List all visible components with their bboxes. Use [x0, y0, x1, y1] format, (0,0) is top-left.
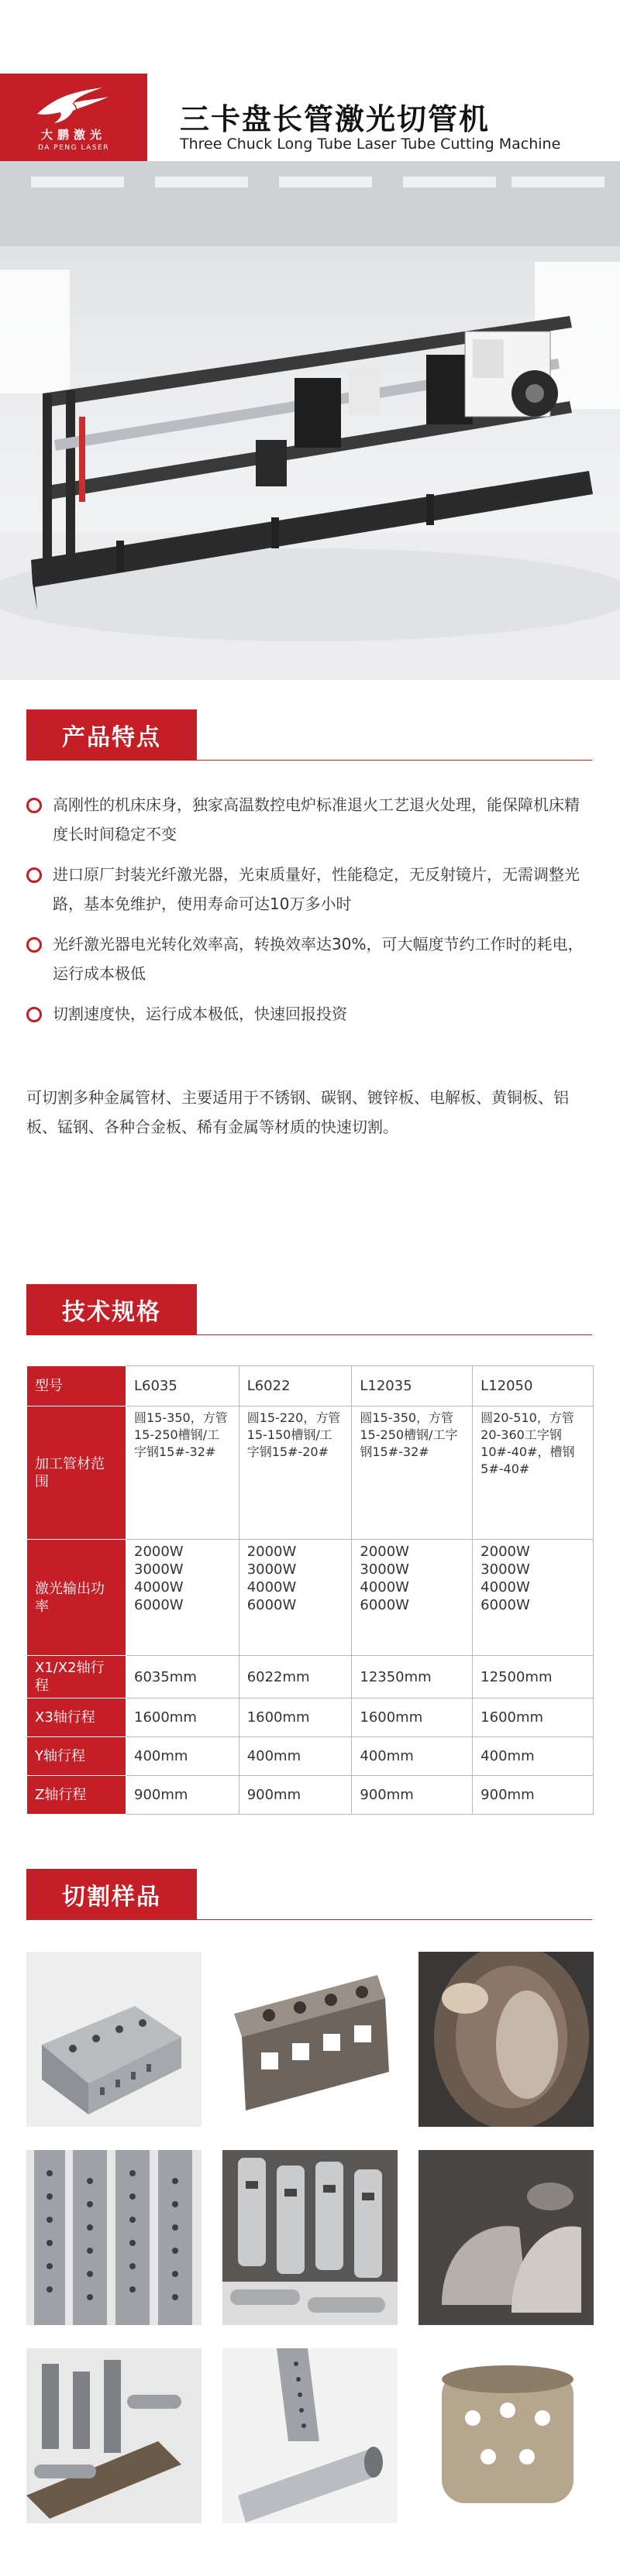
bullet-circle-icon: [26, 1007, 42, 1022]
applications-paragraph: 可切割多种金属管材、主要适用于不锈钢、碳钢、镀锌板、电解板、黄铜板、铝板、锰钢、各种合金板、稀有金属等材质的快速切割。: [26, 1088, 569, 1136]
spec-cell: 1600mm: [352, 1698, 473, 1737]
spec-label: 加工管材范围: [27, 1406, 126, 1540]
spec-row-tube-range: [27, 1406, 594, 1540]
samples-section-title: 切割样品: [26, 1869, 197, 1920]
spec-table: [26, 1365, 594, 1815]
spec-cell: 6022mm: [239, 1656, 352, 1698]
square-tube-holes-icon: [222, 1952, 398, 2127]
feature-text: 切割速度快，运行成本极低，快速回报投资: [53, 1005, 347, 1023]
sample-photo[interactable]: [26, 1952, 202, 2127]
features-section-title: 产品特点: [26, 709, 197, 761]
spec-cell: 2000W 3000W 4000W 6000W: [473, 1540, 594, 1656]
features-list: [26, 790, 592, 1039]
spec-cell: 900mm: [239, 1776, 352, 1815]
spec-cell: 1600mm: [473, 1698, 594, 1737]
model-name: L6022: [239, 1366, 352, 1406]
spec-label: X3轴行程: [27, 1698, 126, 1737]
bullet-circle-icon: [26, 867, 42, 883]
feature-item: [26, 999, 592, 1029]
spec-header-row: [27, 1366, 594, 1406]
spec-label-model: 型号: [27, 1366, 126, 1406]
brand-name-en: DA PENG LASER: [37, 144, 109, 152]
spec-row-x1x2: [27, 1656, 594, 1698]
spec-label: Z轴行程: [27, 1776, 126, 1815]
spec-cell: 圆15-350，方管15-250槽钢/工字钢15#-32#: [352, 1406, 473, 1540]
laser-tube-cutting-machine-icon: [0, 161, 620, 680]
spec-label: 激光输出功率: [27, 1540, 126, 1656]
spec-cell: 2000W 3000W 4000W 6000W: [239, 1540, 352, 1656]
spec-label: X1/X2轴行程: [27, 1656, 126, 1698]
spec-cell: 400mm: [239, 1737, 352, 1776]
samples-divider: [197, 1919, 592, 1920]
spec-cell: 900mm: [473, 1776, 594, 1815]
spec-row-z: [27, 1776, 594, 1815]
brand-name-cn: 大鹏激光: [40, 128, 106, 142]
sample-photo[interactable]: [26, 2150, 202, 2325]
spec-cell: 900mm: [352, 1776, 473, 1815]
sample-photo[interactable]: [418, 2348, 594, 2523]
machine-hero-image: [0, 161, 620, 680]
feature-item: [26, 790, 592, 849]
sample-photo[interactable]: [222, 2348, 398, 2523]
spec-cell: 900mm: [126, 1776, 239, 1815]
spec-label: Y轴行程: [27, 1737, 126, 1776]
spec-cell: 6035mm: [126, 1656, 239, 1698]
brand-logo[interactable]: [0, 74, 147, 161]
feature-text: 进口原厂封装光纤激光器，光束质量好，性能稳定，无反射镜片，无需调整光路，基本免维护，使用寿命可达10万多小时: [53, 865, 580, 913]
sample-photo[interactable]: [418, 2150, 594, 2325]
sample-photo[interactable]: [26, 2348, 202, 2523]
sample-photo[interactable]: [222, 1952, 398, 2127]
features-divider: [197, 760, 592, 761]
feature-item: [26, 860, 592, 919]
spec-cell: 圆15-350，方管15-250槽钢/工字钢15#-32#: [126, 1406, 239, 1540]
model-name: L12050: [473, 1366, 594, 1406]
page-subtitle: Three Chuck Long Tube Laser Tube Cutting Machine: [180, 136, 561, 153]
bullet-circle-icon: [26, 798, 42, 813]
model-name: L6035: [126, 1366, 239, 1406]
spec-cell: 12500mm: [473, 1656, 594, 1698]
pattern-cut-tubes-icon: [222, 2150, 398, 2325]
spec-row-x3: [27, 1698, 594, 1737]
spec-cell: 2000W 3000W 4000W 6000W: [352, 1540, 473, 1656]
model-name: L12035: [352, 1366, 473, 1406]
spec-cell: 2000W 3000W 4000W 6000W: [126, 1540, 239, 1656]
spec-cell: 400mm: [126, 1737, 239, 1776]
spec-row-laser-power: [27, 1540, 594, 1656]
perforated-tubes-icon: [26, 2150, 202, 2325]
specs-divider: [197, 1334, 592, 1335]
sample-photo[interactable]: [418, 1952, 594, 2127]
spec-row-y: [27, 1737, 594, 1776]
feature-text: 光纤激光器电光转化效率高，转换效率达30%，可大幅度节约工作时的耗电，运行成本极低: [53, 935, 584, 983]
round-tube-pair-icon: [222, 2348, 398, 2523]
spec-cell: 圆20-510，方管20-360工字钢10#-40#，槽钢5#-40#: [473, 1406, 594, 1540]
eagle-logo-icon: [31, 83, 116, 129]
round-tube-closeup-icon: [418, 1952, 594, 2127]
spec-cell: 圆15-220，方管15-150槽钢/工字钢15#-20#: [239, 1406, 352, 1540]
bullet-circle-icon: [26, 937, 42, 953]
page-title: 三卡盘长管激光切管机: [180, 102, 491, 136]
sample-photo[interactable]: [222, 2150, 398, 2325]
sample-gallery: [26, 1952, 594, 2523]
feature-item: [26, 929, 592, 988]
spec-cell: 400mm: [473, 1737, 594, 1776]
specs-section-title: 技术规格: [26, 1284, 197, 1335]
feature-text: 高刚性的机床床身，独家高温数控电炉标准退火工艺退火处理，能保障机床精度长时间稳定不变: [53, 795, 580, 843]
curved-tube-pieces-icon: [418, 2150, 594, 2325]
spec-cell: 400mm: [352, 1737, 473, 1776]
spec-cell: 1600mm: [239, 1698, 352, 1737]
spec-cell: 12350mm: [352, 1656, 473, 1698]
page-header: [0, 74, 620, 161]
spec-cell: 1600mm: [126, 1698, 239, 1737]
stainless-box-tube-icon: [26, 1952, 202, 2127]
cut-tube-assortment-icon: [26, 2348, 202, 2523]
pattern-cylinder-icon: [418, 2348, 594, 2523]
